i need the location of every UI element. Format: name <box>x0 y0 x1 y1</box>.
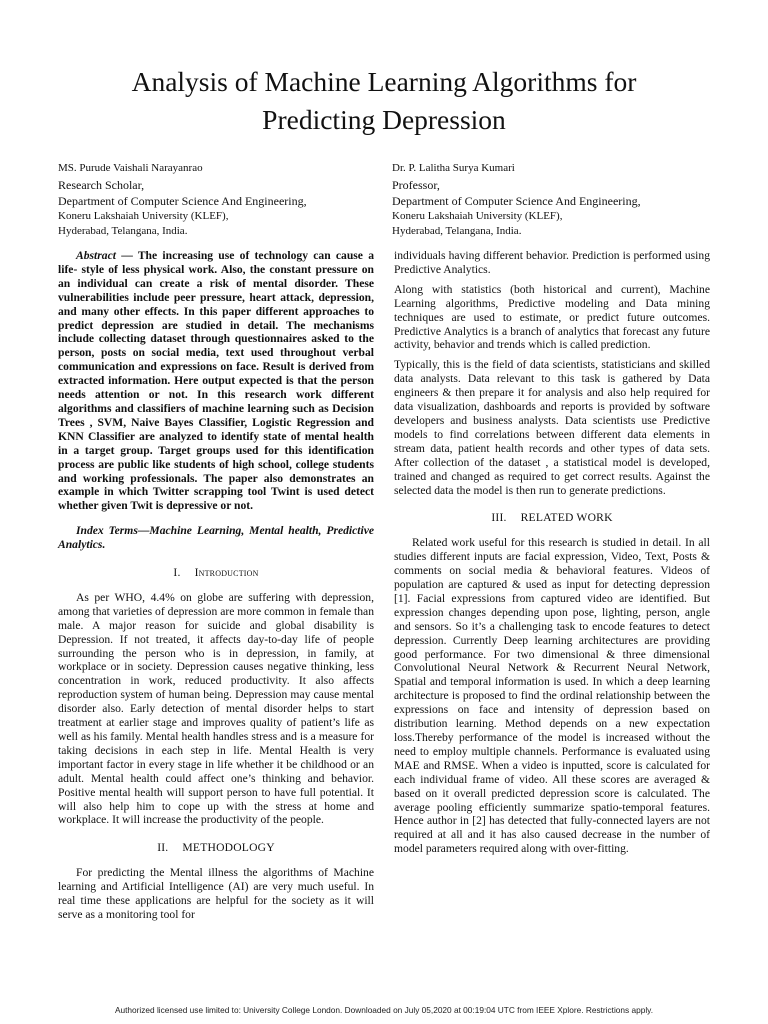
related-work-paragraph: Related work useful for this research is studied in detail. In all studies different inputs are facial expression, Video, Text, Posts & comments on social media & behavioral features. Videos of population are captured & used as input for detecting depression [1]. Facial expressions from captured video are identified. But expression changes depending upon pose, lighting, person, angle and sensors. So it’s a challenging task to encode features to detect depression. Currently Deep learning architectures are providing good performance. For two dimensional & three dimensional Convolutional Neural Network & Recurrent Neural Network, Spatial and temporal information is used. In which a deep learning architecture is proposed to find the ordinal relationship between the expressions on face and intensity of depression based on distribution learning. Method depends on a new expectation loss.Thereby performance of the model is increased without the need to employ multiple channels. Performance is evaluated using MAE and RMSE. When a video is inputted, score is calculated for each individual frame of video. All these scores are averaged & based on it overall predicted depression score is calculated. The average pooling efficiently summarize spatio-temporal features. Hence author in [2] has detected that fully-connected layers are not required at all and it has also caused decrease in the number of model parameters required along with over-fitting. <box>394 536 710 856</box>
author-department: Department of Computer Science And Engineering, <box>392 194 641 208</box>
author-role: Research Scholar, <box>58 178 145 192</box>
methodology-continued-paragraph: individuals having different behavior. Prediction is performed using Predictive Analytics. <box>394 249 710 276</box>
left-column <box>58 249 374 922</box>
title-line-2: Predicting Depression <box>262 104 506 135</box>
abstract-text: — The increasing use of technology can cause a life- style of less physical work. Also, the constant pressure on an individual can create a risk of mental disorder. These vulnerabilities include peer pressure, heart attack, depression, and many other effects. In this paper different approaches to predict depression are studied in detail. The mechanisms include collecting dataset through questionnaires asked to the person, posts on social media, text used throughout verbal communication and expressions on face. Result is derived from extracted information. Here output expected is that the person needs attention or not. In this research work different algorithms and classifiers of machine learning such as Decision Trees , SVM, Naive Bayes Classifier, Logistic Regression and KNN Classifier are analyzed to identify state of mental health in a target group. Target groups used for this identification process are public like students of high school, college students and working professionals. The paper also demonstrates an example in which Twitter scrapping tool Twint is used detect whether given Twit is depressive or not. <box>58 249 374 513</box>
author-block-1 <box>58 161 378 239</box>
abstract <box>58 249 374 513</box>
author-city: Hyderabad, Telangana, India. <box>58 225 188 237</box>
methodology-paragraph: For predicting the Mental illness the algorithms of Machine learning and Artificial Intelligence (AI) are very much useful. In real time these applications are helpful for the society as it will serve as a monitoring tool for <box>58 866 374 921</box>
section-title: METHODOLOGY <box>182 841 275 855</box>
section-heading-introduction <box>58 566 374 580</box>
title-line-1: Analysis of Machine Learning Algorithms for <box>131 66 637 97</box>
data-scientists-paragraph: Typically, this is the field of data scientists, statisticians and skilled data analysts. Data relevant to this task is gathered by Data engineers & then prepare it for analysis and also help required for data visualization, dashboards and reports is provided by software developers and business analysts. Data scientists use Predictive models to find correlations between different data elements in stream data, patient health records and other types of data sets. After collection of the dataset , a statistical model is developed, trained and changed as required to get correct results. Against the selected data the model is then run to generate predictions. <box>394 358 710 497</box>
section-title: Introduction <box>194 566 259 580</box>
section-number: II. <box>157 841 169 855</box>
author-university: Koneru Lakshaiah University (KLEF), <box>58 210 229 222</box>
predictive-analytics-paragraph: Along with statistics (both historical and current), Machine Learning algorithms, Predictive modeling and Data mining techniques are used to estimate, or predict future outcomes. Predictive Analytics is a branch of analytics that forecast any future activity, behavior and trends which is called prediction. <box>394 282 710 352</box>
section-heading-methodology <box>58 841 374 855</box>
introduction-paragraph: As per WHO, 4.4% on globe are suffering with depression, among that varieties of depression are more common in female than male. A major reason for suicide and global disability is Depression. If not treated, it affects day-to-day life of people surrounding the person who is in depression, in family, at workplace or in society. Depression causes negative thinking, less concentration in work, reduced productivity. It also affects reproduction system of human being. Depression may cause mental disorder also. Early detection of mental disorder helps to start treatment at earlier stage and improves quality of patient’s life as well as his family. Mental health handles stress and is a measure for taking decisions in each step in life. Mental Health is very important factor in every stage in life whether it be childhood or an adult. Mental health could affect one’s thinking and behavior. Positive mental health will support person to have full potential. It will also help him to cope up with the stress at home and workplace. It will increase the productivity of the people. <box>58 590 374 827</box>
paper-title <box>40 63 728 139</box>
abstract-label: Abstract <box>76 249 116 262</box>
author-name: Dr. P. Lalitha Surya Kumari <box>392 162 515 174</box>
author-university: Koneru Lakshaiah University (KLEF), <box>392 210 563 222</box>
right-column <box>394 249 710 856</box>
section-title: RELATED WORK <box>520 511 613 525</box>
license-footer: Authorized licensed use limited to: University College London. Downloaded on July 05,2020 at 00:19:04 UTC from IEEE Xplore. Restrictions apply. <box>114 1005 654 1015</box>
author-name: MS. Purude Vaishali Narayanrao <box>58 162 203 174</box>
section-heading-related-work <box>394 511 710 525</box>
author-role: Professor, <box>392 178 440 192</box>
section-number: I. <box>173 566 181 580</box>
author-department: Department of Computer Science And Engineering, <box>58 194 307 208</box>
author-city: Hyderabad, Telangana, India. <box>392 225 522 237</box>
index-terms: Index Terms—Machine Learning, Mental health, Predictive Analytics. <box>58 524 374 552</box>
section-number: III. <box>491 511 507 525</box>
author-block-2 <box>392 161 722 239</box>
